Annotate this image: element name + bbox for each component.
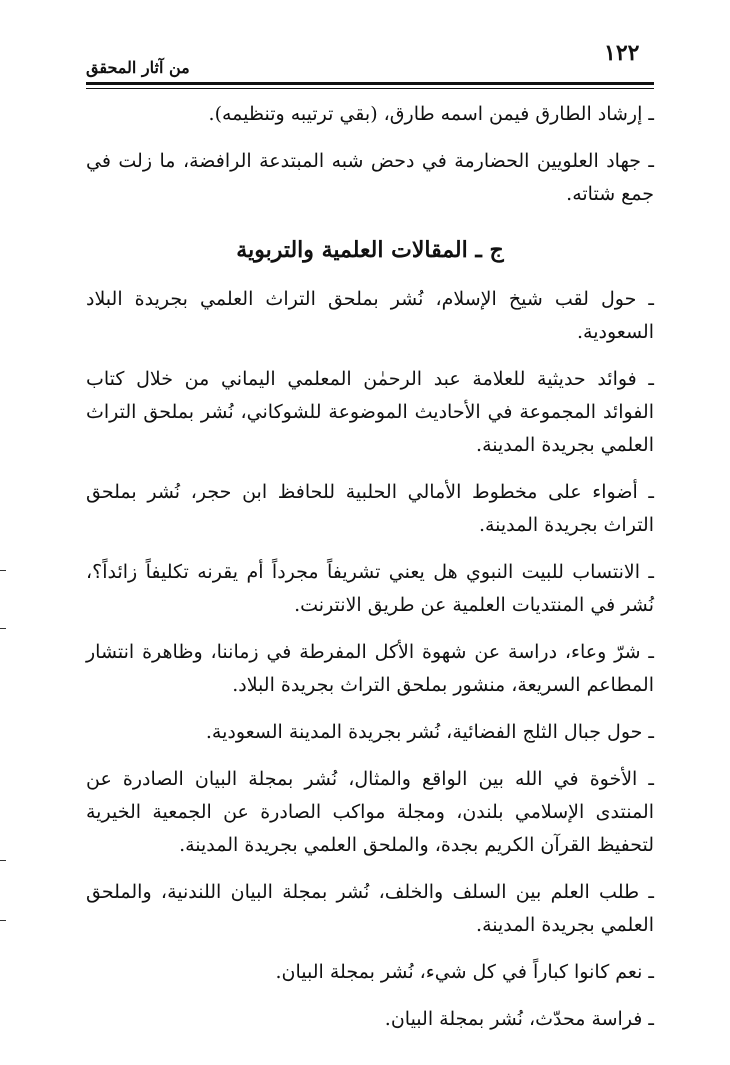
list-item: ـ الانتساب للبيت النبوي هل يعني تشريفاً مجرداً أم يقرنه تكليفاً زائداً؟، نُشر في المنتديات العلمية عن طريق الانترنت. [86,561,654,616]
list-item: ـ شرّ وعاء، دراسة عن شهوة الأكل المفرطة في زماننا، وظاهرة انتشار المطاعم السريعة، منشور بملحق التراث بجريدة البلاد. [86,641,654,696]
scan-edge-mark [0,860,6,861]
list-item: ـ فوائد حديثية للعلامة عبد الرحمٰن المعلمي اليماني من خلال كتاب الفوائد المجموعة في الأحاديث الموضوعة للشوكاني، نُشر بملحق التراث العلمي بجريدة المدينة. [86,368,654,456]
scan-edge-mark [0,920,6,921]
header-rule-thin [86,88,654,89]
header-rule-thick [86,82,654,85]
page-number: ١٢٢ [604,40,640,66]
list-item: ـ طلب العلم بين السلف والخلف، نُشر بمجلة البيان اللندنية، والملحق العلمي بجريدة المدينة. [86,881,654,936]
list-item: ـ جهاد العلويين الحضارمة في دحض شبه المبتدعة الرافضة، ما زلت في جمع شتاته. [86,150,654,205]
list-item: ـ نعم كانوا كباراً في كل شيء، نُشر بمجلة البيان. [275,961,654,983]
list-item: ـ أضواء على مخطوط الأمالي الحلبية للحافظ ابن حجر، نُشر بملحق التراث بجريدة المدينة. [86,481,654,536]
running-title: من آثار المحقق [86,58,190,77]
page-body [86,98,654,1050]
list-item: ـ إرشاد الطارق فيمن اسمه طارق، (بقي ترتيبه وتنظيمه). [208,103,654,125]
scan-edge-mark [0,570,6,571]
list-item: ـ فراسة محدّث، نُشر بمجلة البيان. [384,1008,654,1030]
list-item: ـ حول جبال الثلج الفضائية، نُشر بجريدة المدينة السعودية. [205,721,654,743]
list-item: ـ الأخوة في الله بين الواقع والمثال، نُشر بمجلة البيان الصادرة عن المنتدى الإسلامي بلندن، ومجلة مواكب الصادرة عن الجمعية الخيرية لتحفيظ القرآن الكريم بجدة، والملحق العلمي بجريدة المدينة. [86,768,654,856]
section-heading: ج ـ المقالات العلمية والتربوية [236,237,504,263]
list-item: ـ حول لقب شيخ الإسلام، نُشر بملحق التراث العلمي بجريدة البلاد السعودية. [86,288,654,343]
scan-edge-mark [0,628,6,629]
